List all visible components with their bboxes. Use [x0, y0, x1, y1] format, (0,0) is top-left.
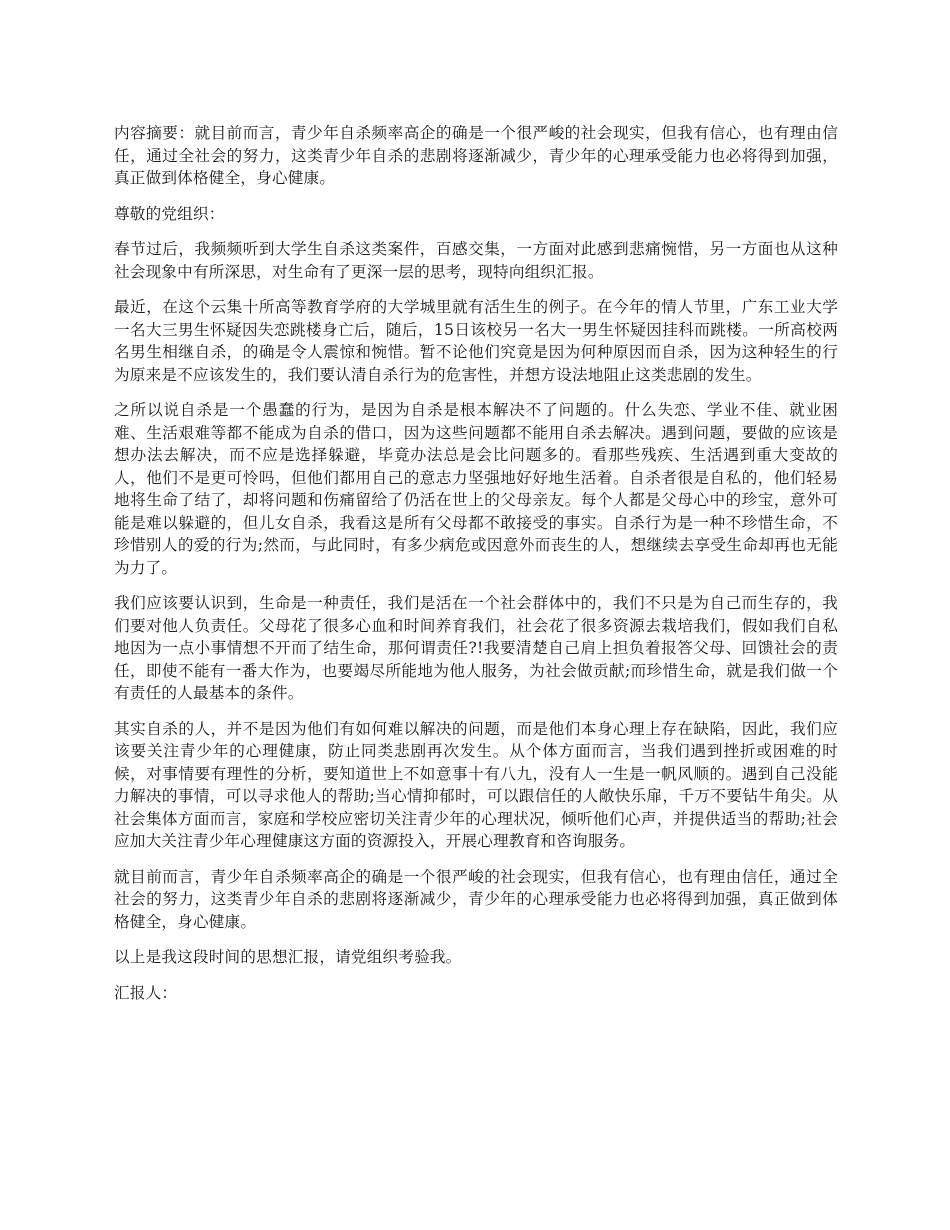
body-paragraph: 其实自杀的人，并不是因为他们有如何难以解决的问题，而是他们本身心理上存在缺陷，因此，我们应该要关注青少年的心理健康，防止同类悲剧再次发生。从个体方面而言，当我们遇到挫折或困难的时候，对事情要有理性的分析，要知道世上不如意事十有八九，没有人一生是一帆风顺的。遇到自己没能力解决的事情，可以寻求他人的帮助;当心情抑郁时，可以跟信任的人敞快乐扉，千万不要钻牛角尖。从社会集体方面而言，家庭和学校应密切关注青少年的心理状况，倾听他们心声，并提供适当的帮助;社会应加大关注青少年心理健康这方面的资源投入，开展心理教育和咨询服务。 — [114, 719, 838, 850]
closing-line: 以上是我这段时间的思想汇报，请党组织考验我。 — [114, 948, 462, 966]
summary-paragraph: 内容摘要：就目前而言，青少年自杀频率高企的确是一个很严峻的社会现实，但我有信心，也有理由信任，通过全社会的努力，这类青少年自杀的悲剧将逐渐减少，青少年的心理承受能力也必将得到加强，真正做到体格健全，身心健康。 — [114, 124, 838, 187]
body-paragraph: 我们应该要认识到，生命是一种责任，我们是活在一个社会群体中的，我们不只是为自己而生存的，我们要对他人负责任。父母花了很多心血和时间养育我们，社会花了很多资源去栽培我们，假如我们自私地因为一点小事情想不开而了结生命，那何谓责任?!我要清楚自己肩上担负着报答父母、回馈社会的责任，即使不能有一番大作为，也要竭尽所能地为他人服务，为社会做贡献;而珍惜生命，就是我们做一个有责任的人最基本的条件。 — [114, 594, 838, 702]
conclusion-paragraph: 就目前而言，青少年自杀频率高企的确是一个很严峻的社会现实，但我有信心，也有理由信任，通过全社会的努力，这类青少年自杀的悲剧将逐渐减少，青少年的心理承受能力也必将得到加强，真正做到体格健全，身心健康。 — [114, 867, 838, 931]
body-paragraph: 之所以说自杀是一个愚蠢的行为，是因为自杀是根本解决不了问题的。什么失恋、学业不佳、就业困难、生活艰难等都不能成为自杀的借口，因为这些问题都不能用自杀去解决。遇到问题，要做的应该是想办法去解决，而不应是选择躲避，毕竟办法总是会比问题多的。看那些残疾、生活遇到重大变故的人，他们不是更可怜吗，但他们都用自己的意志力坚强地好好地生活着。自杀者很是自私的，他们轻易地将生命了结了，却将问题和伤痛留给了仍活在世上的父母亲友。每个人都是父母心中的珍宝，意外可能是难以躲避的，但儿女自杀，我看这是所有父母都不敢接受的事实。自杀行为是一种不珍惜生命，不珍惜别人的爱的行为;然而，与此同时，有多少病危或因意外而丧生的人，想继续去享受生命却再也无能为力了。 — [114, 401, 838, 577]
signature-label: 汇报人： — [114, 983, 178, 1002]
body-paragraph: 春节过后，我频频听到大学生自杀这类案件，百感交集，一方面对此感到悲痛惋惜，另一方面也从这种社会现象中有所深思，对生命有了更深一层的思考，现特向组织汇报。 — [114, 240, 838, 281]
salutation: 尊敬的党组织： — [114, 204, 225, 223]
body-paragraph: 最近，在这个云集十所高等教育学府的大学城里就有活生生的例子。在今年的情人节里，广东工业大学一名大三男生怀疑因失恋跳楼身亡后，随后，15日该校另一名大一男生怀疑因挂科而跳楼。一所高校两名男生相继自杀，的确是令人震惊和惋惜。暂不论他们究竟是因为何种原因而自杀，因为这种轻生的行为原来是不应该发生的，我们要认清自杀行为的危害性，并想方设法地阻止这类悲剧的发生。 — [114, 298, 838, 384]
document-body — [114, 122, 838, 1004]
